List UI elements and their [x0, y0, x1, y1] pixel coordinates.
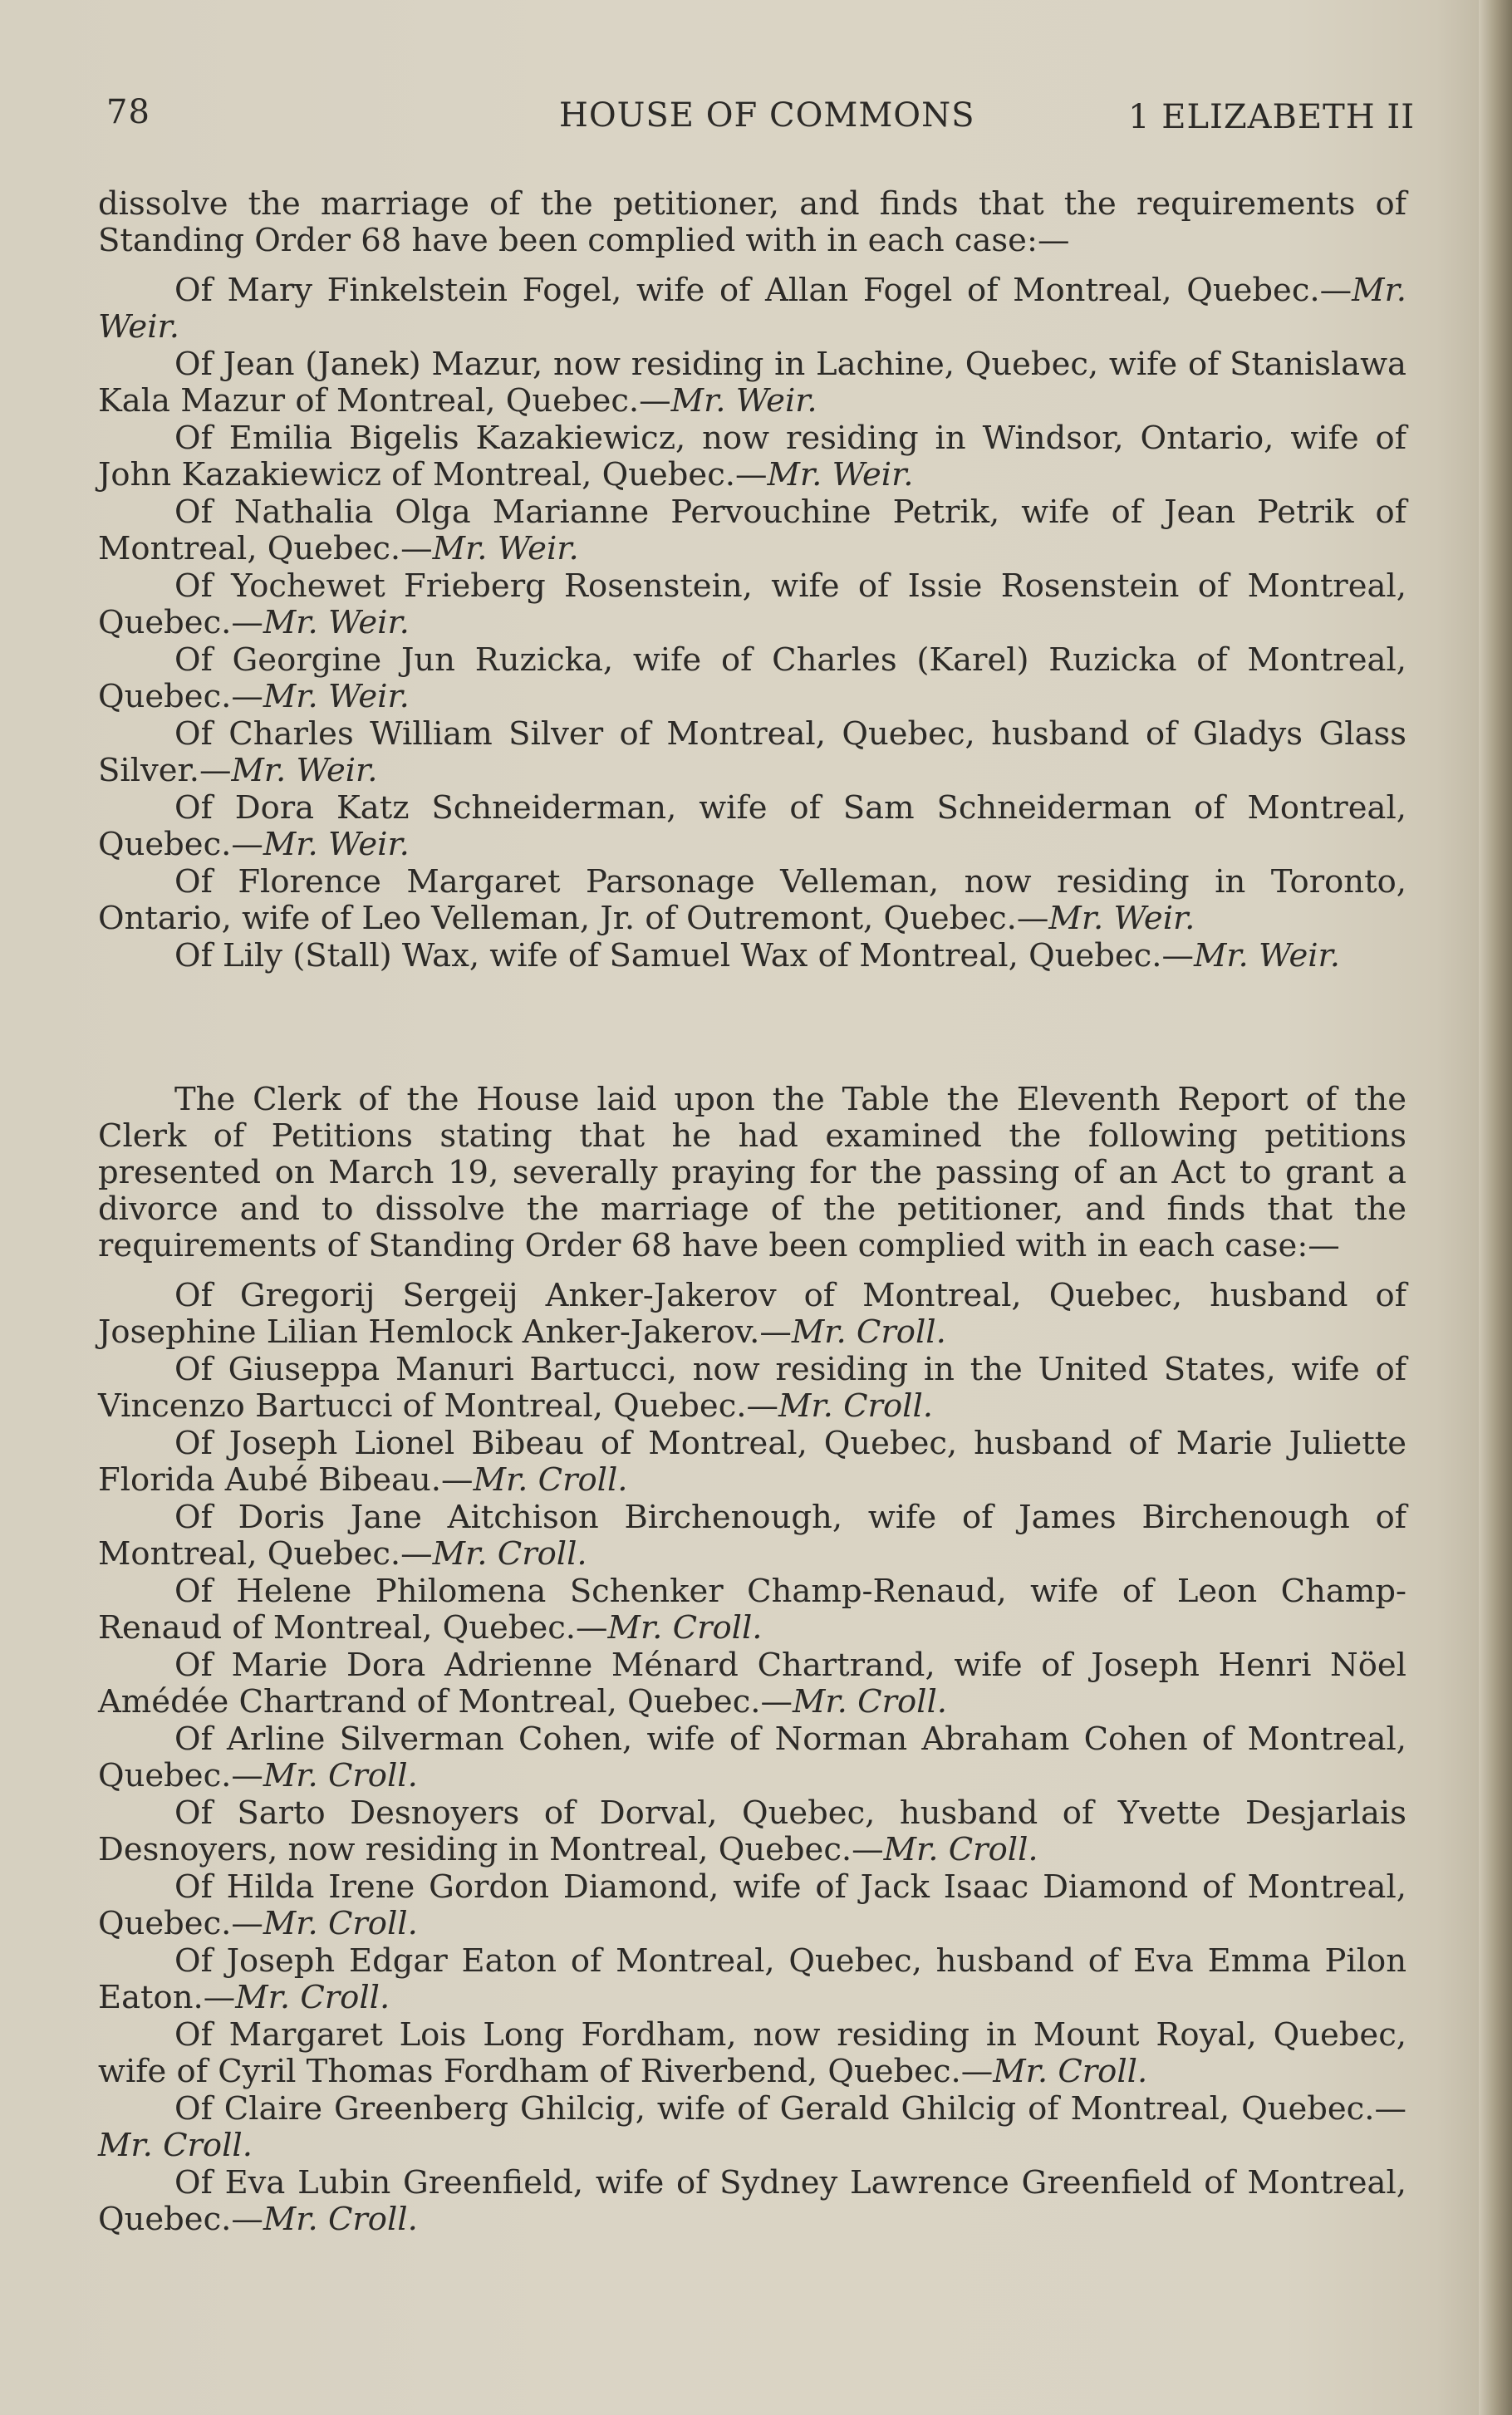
petition-entry — [98, 1426, 1406, 1499]
petition-text: Of Hilda Irene Gordon Diamond, wife of Jack Isaac Diamond of Montreal, Quebec.— — [98, 1868, 1406, 1942]
petition-text: Of Eva Lubin Greenfield, wife of Sydney Lawrence Greenfield of Montreal, Quebec.— — [98, 2164, 1406, 2238]
petition-entry — [98, 2017, 1406, 2090]
petition-text: Of Arline Silverman Cohen, wife of Norman Abraham Cohen of Montreal, Quebec.— — [98, 1720, 1406, 1794]
sponsor-member: Mr. Weir. — [432, 530, 579, 567]
petition-entry — [98, 2091, 1406, 2164]
running-header — [106, 93, 1415, 135]
petition-entry — [98, 1573, 1406, 1647]
sponsor-member: Mr. Croll. — [432, 1535, 587, 1573]
petition-text: Of Joseph Edgar Eaton of Montreal, Quebec, husband of Eva Emma Pilon Eaton.— — [98, 1942, 1406, 2016]
sponsor-member: Mr. Croll. — [793, 1683, 947, 1720]
sponsor-member: Mr. Croll. — [791, 1313, 946, 1351]
petition-entry — [98, 938, 1406, 974]
petition-entry — [98, 1500, 1406, 1573]
petition-text: Of Emilia Bigelis Kazakiewicz, now residing in Windsor, Ontario, wife of John Kazakiewicz of Montreal, Quebec.— — [98, 420, 1406, 493]
petition-entry — [98, 1278, 1406, 1351]
petition-entry — [98, 716, 1406, 789]
petition-text: Of Margaret Lois Long Fordham, now residing in Mount Royal, Quebec, wife of Cyril Thomas Fordham of Riverbend, Quebec.— — [98, 2016, 1406, 2090]
sponsor-member: Mr. Weir. — [263, 604, 410, 641]
petition-entry — [98, 1943, 1406, 2016]
page-number: 78 — [106, 93, 150, 131]
sponsor-member: Mr. Weir. — [263, 678, 410, 715]
petition-entry — [98, 494, 1406, 567]
petition-entry — [98, 864, 1406, 937]
petition-text: Of Giuseppa Manuri Bartucci, now residing in the United States, wife of Vincenzo Bartucci of Montreal, Quebec.— — [98, 1351, 1406, 1425]
sponsor-member: Mr. Croll. — [778, 1387, 933, 1425]
petition-text: Of Mary Finkelstein Fogel, wife of Allan Fogel of Montreal, Quebec.— — [174, 272, 1352, 309]
sponsor-member: Mr. Croll. — [607, 1609, 763, 1647]
petition-entry — [98, 2165, 1406, 2238]
petition-text: Of Sarto Desnoyers of Dorval, Quebec, husband of Yvette Desjarlais Desnoyers, now residing in Montreal, Quebec.— — [98, 1794, 1406, 1868]
sponsor-member: Mr. Croll. — [263, 1905, 418, 1942]
regnal-year: 1 ELIZABETH II — [1128, 98, 1415, 136]
sponsor-member: Mr. Weir. — [1048, 900, 1195, 937]
petition-entry — [98, 1352, 1406, 1425]
petition-text: Of Gregorij Sergeij Anker-Jakerov of Montreal, Quebec, husband of Josephine Lilian Hemlock Anker-Jakerov.— — [98, 1277, 1406, 1351]
sponsor-member: Mr. Croll. — [98, 2127, 253, 2164]
petition-list-weir — [98, 186, 1406, 974]
petition-entry — [98, 420, 1406, 493]
petition-text: Of Jean (Janek) Mazur, now residing in Lachine, Quebec, wife of Stanislawa Kala Mazur of Montreal, Quebec.— — [98, 346, 1406, 420]
petition-text: Of Florence Margaret Parsonage Velleman, now residing in Toronto, Ontario, wife of Leo Velleman, Jr. of Outremont, Quebec.— — [98, 863, 1406, 937]
petition-text: Of Marie Dora Adrienne Ménard Chartrand, wife of Joseph Henri Nöel Amédée Chartrand of Montreal, Quebec.— — [98, 1647, 1406, 1720]
sponsor-member: Mr. Weir. — [670, 382, 817, 420]
petition-entry — [98, 1647, 1406, 1720]
journal-title: HOUSE OF COMMONS — [559, 96, 975, 135]
sponsor-member: Mr. Weir. — [767, 456, 914, 493]
petition-text: Of Yochewet Frieberg Rosenstein, wife of Issie Rosenstein of Montreal, Quebec.— — [98, 567, 1406, 641]
petition-entry — [98, 1795, 1406, 1868]
petition-text: Of Joseph Lionel Bibeau of Montreal, Quebec, husband of Marie Juliette Florida Aubé Bibeau.— — [98, 1425, 1406, 1499]
sponsor-member: Mr. Croll. — [263, 2201, 418, 2238]
petition-text: Of Helene Philomena Schenker Champ-Renaud, wife of Leon Champ-Renaud of Montreal, Quebec.— — [98, 1573, 1406, 1647]
petition-text: Of Doris Jane Aitchison Birchenough, wife of James Birchenough of Montreal, Quebec.— — [98, 1499, 1406, 1573]
sponsor-member: Mr. Croll. — [993, 2053, 1148, 2090]
sponsor-member: Mr. Croll. — [235, 1979, 390, 2016]
sponsor-member: Mr. Weir. — [263, 826, 410, 863]
petition-text: Of Charles William Silver of Montreal, Quebec, husband of Gladys Glass Silver.— — [98, 715, 1406, 789]
petition-entry — [98, 1869, 1406, 1942]
petition-text: Of Nathalia Olga Marianne Pervouchine Petrik, wife of Jean Petrik of Montreal, Quebec.— — [98, 493, 1406, 567]
petition-entry — [98, 1721, 1406, 1794]
section-intro: The Clerk of the House laid upon the Table the Eleventh Report of the Clerk of Petitions stating that he had examined the following petitions presented on March 19, severally praying for the passing of an Act to grant a divorce and to dissolve the marriage of the petitioner, and finds that the requirements of Standing Order 68 have been complied with in each case:— — [98, 1081, 1406, 1264]
petition-entry — [98, 568, 1406, 641]
petition-entry — [98, 790, 1406, 863]
petition-list-croll — [98, 1082, 1406, 2238]
petition-entry — [98, 642, 1406, 715]
sponsor-member: Mr. Weir. — [98, 272, 1406, 346]
section-intro: dissolve the marriage of the petitioner, and finds that the requirements of Standing Order 68 have been complied with in each case:— — [98, 185, 1406, 259]
sponsor-member: Mr. Weir. — [1193, 937, 1340, 974]
sponsor-member: Mr. Weir. — [231, 752, 378, 789]
sponsor-member: Mr. Croll. — [263, 1757, 418, 1794]
petition-text: Of Claire Greenberg Ghilcig, wife of Gerald Ghilcig of Montreal, Quebec.— — [174, 2090, 1406, 2128]
petition-text: Of Dora Katz Schneiderman, wife of Sam Schneiderman of Montreal, Quebec.— — [98, 789, 1406, 863]
petition-text: Of Georgine Jun Ruzicka, wife of Charles (Karel) Ruzicka of Montreal, Quebec.— — [98, 641, 1406, 715]
book-spine-shadow — [1479, 0, 1512, 2415]
petition-text: Of Lily (Stall) Wax, wife of Samuel Wax of Montreal, Quebec.— — [174, 937, 1194, 974]
petition-entry — [98, 272, 1406, 346]
sponsor-member: Mr. Croll. — [473, 1461, 628, 1499]
petition-entry — [98, 346, 1406, 420]
sponsor-member: Mr. Croll. — [883, 1831, 1038, 1868]
